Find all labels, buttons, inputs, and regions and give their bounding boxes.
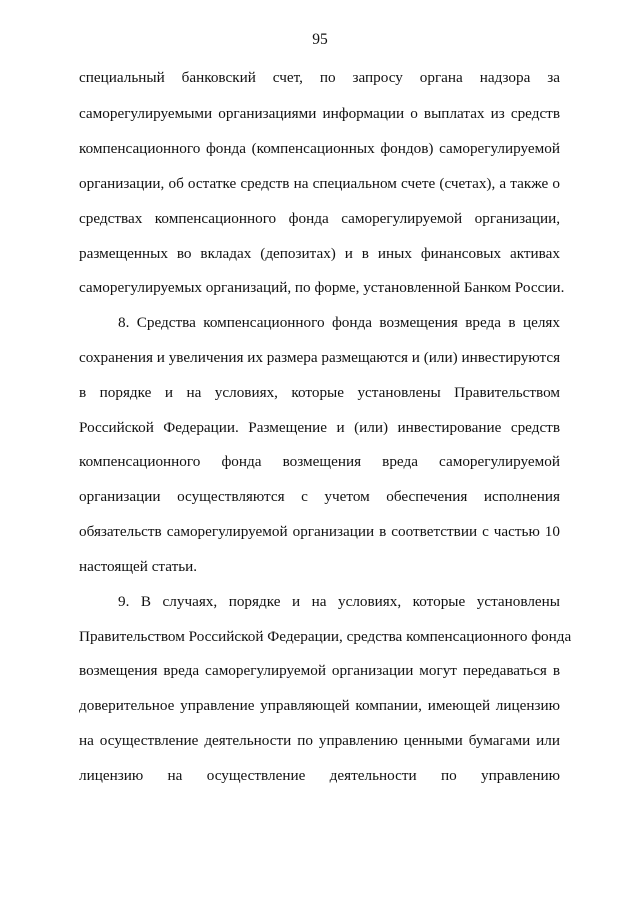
- paragraph-2-line-3: в порядке и на условиях, которые установлены Правительством: [79, 384, 560, 401]
- paragraph-2-line-4: Российской Федерации. Размещение и (или) инвестирование средств: [79, 419, 560, 436]
- paragraph-1-line-3: компенсационного фонда (компенсационных фондов) саморегулируемой: [79, 140, 560, 157]
- paragraph-3-line-3: возмещения вреда саморегулируемой организации могут передаваться в: [79, 662, 560, 679]
- paragraph-1-line-4: организации, об остатке средств на специальном счете (счетах), а также о: [79, 175, 560, 192]
- paragraph-1-line-6: размещенных во вкладах (депозитах) и в иных финансовых активах: [79, 245, 560, 262]
- page-number: 95: [312, 31, 328, 48]
- paragraph-2-line-8: настоящей статьи.: [79, 558, 198, 575]
- paragraph-3-line-1: 9. В случаях, порядке и на условиях, которые установлены: [118, 593, 560, 610]
- paragraph-1-line-2: саморегулируемыми организациями информации о выплатах из средств: [79, 105, 560, 122]
- paragraph-3-line-2: Правительством Российской Федерации, средства компенсационного фонда: [79, 628, 572, 645]
- paragraph-2-line-2: сохранения и увеличения их размера размещаются и (или) инвестируются: [79, 349, 561, 366]
- paragraph-3-line-4: доверительное управление управляющей компании, имеющей лицензию: [79, 697, 560, 714]
- paragraph-1-line-5: средствах компенсационного фонда саморегулируемой организации,: [79, 210, 560, 227]
- paragraph-2-line-5: компенсационного фонда возмещения вреда саморегулируемой: [79, 453, 560, 470]
- paragraph-1-line-1: специальный банковский счет, по запросу органа надзора за: [79, 69, 560, 86]
- paragraph-3-line-6: лицензию на осуществление деятельности по управлению: [79, 767, 560, 784]
- paragraph-2-line-7: обязательств саморегулируемой организации в соответствии с частью 10: [79, 523, 560, 540]
- paragraph-2-line-6: организации осуществляются с учетом обеспечения исполнения: [79, 488, 560, 505]
- paragraph-1-line-7: саморегулируемых организаций, по форме, установленной Банком России.: [79, 279, 565, 296]
- paragraph-2-line-1: 8. Средства компенсационного фонда возмещения вреда в целях: [118, 314, 560, 331]
- paragraph-3-line-5: на осуществление деятельности по управлению ценными бумагами или: [79, 732, 560, 749]
